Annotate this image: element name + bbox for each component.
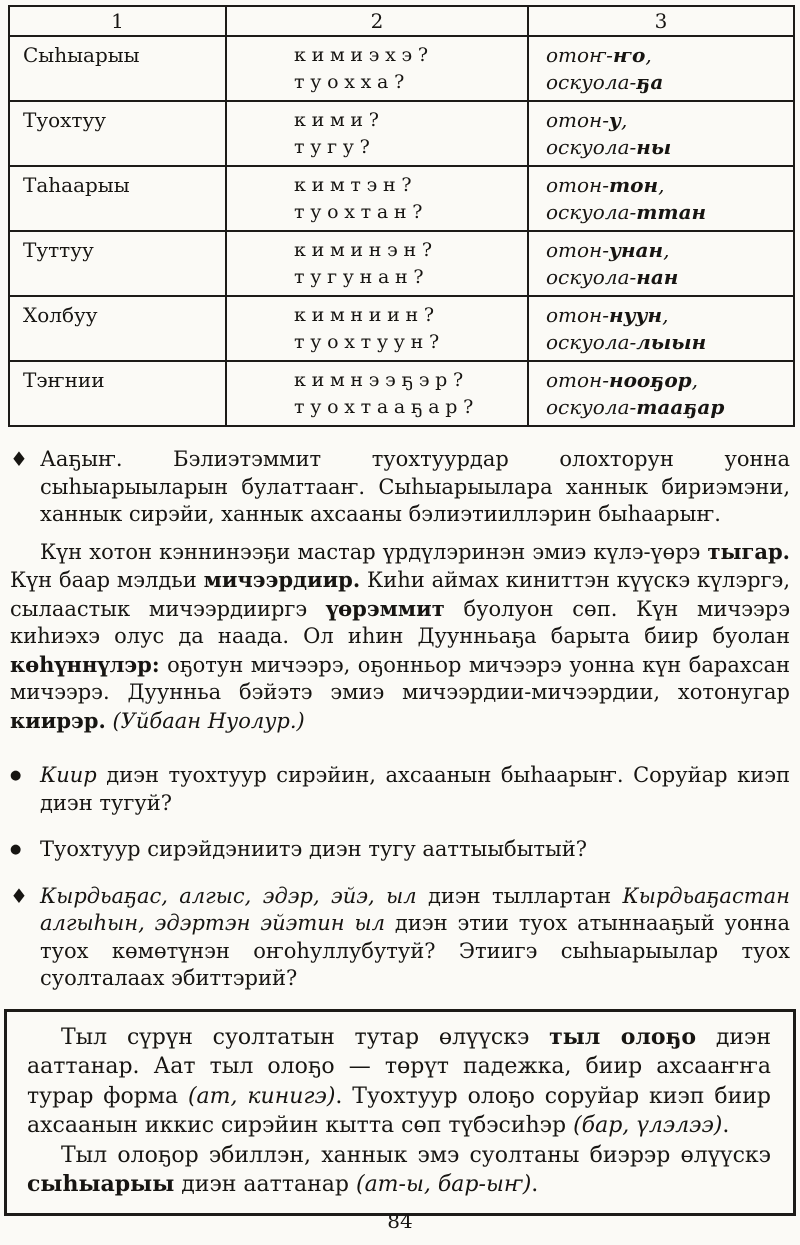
table-row [9,166,794,231]
question-line: кимтэн? [294,174,418,196]
case-name-cell: Туттуу [9,231,226,296]
example-line: отон-у, [546,108,628,132]
table-header-col2: 2 [226,6,528,36]
question-line: киминэн? [294,239,438,261]
question-line: туохха? [294,71,410,93]
exercise-text: Ааҕыҥ. Бэлиэтэммит туохтуурдар олохторун уонна сыһыарыыларын булаттааҥ. Сыһыарыылара ханнык бириэмэни, ханнык сирэйи, ханнык ахсааны бэлиэтииллэрин быһаарыҥ. [40,447,790,526]
exercise-item [10,836,790,864]
exercise-text: Киир диэн туохтуур сирэйин, ахсаанын быһаарыҥ. Соруйар киэп диэн тугуй? [40,763,790,815]
example-line: оскуола-нан [546,265,679,289]
exercise-item [10,446,790,529]
question-line: кимиэхэ? [294,44,434,66]
table-row [9,231,794,296]
example-line: отон-нооҕор, [546,368,699,392]
case-name-cell: Сыһыарыы [9,36,226,101]
example-line: отон-нуун, [546,303,669,327]
table-row [9,296,794,361]
reading-passage: Күн хотон кэннинээҕи мастар үрдүлэринэн эмиэ күлэ-үөрэ тыгар. Күн баар мэлдьи мичээрдиир. Киһи аймах киниттэн күүскэ күлэргэ, сылаастык мичээрдииргэ үөрэммит буолуон сөп. Күн мичээрэ киһиэхэ олус да наада. Ол иһин Дуунньаҕа барыта биир буолан көһүннүлэр: оҕотун мичээрэ, оҕонньор мичээрэ уонна күн барахсан мичээрэ. Дуунньа бэйэтэ эмиэ мичээрдии-мичээрдии, хотонугар киирэр. (Уйбаан Нуолур.) [10,538,791,733]
example-line: оскуола-лыын [546,330,707,354]
case-name-cell: Холбуу [9,296,226,361]
dot-bullet-icon: ● [10,768,22,783]
exercise-item [10,883,790,993]
dot-bullet-icon: ● [10,842,22,857]
question-words-cell [226,166,528,231]
example-line: оскуола-тааҕар [546,395,725,419]
case-name-cell: Тэҥнии [9,361,226,426]
example-line: отон-тон, [546,173,665,197]
rule-paragraph: Тыл олоҕор эбиллэн, ханнык эмэ суолтаны биэрэр өлүүскэ сыһыарыы диэн ааттанар (ат-ы, бар-ыҥ). [27,1142,771,1197]
case-name-cell: Туохтуу [9,101,226,166]
table-row [9,101,794,166]
table-header-col1: 1 [9,6,226,36]
example-words-cell [528,101,794,166]
question-words-cell [226,231,528,296]
question-words-cell [226,36,528,101]
table-header-col3: 3 [528,6,794,36]
example-words-cell [528,231,794,296]
table-row [9,36,794,101]
case-name-cell: Таһаарыы [9,166,226,231]
case-suffix-table [8,5,795,427]
question-line: кими? [294,109,385,131]
rule-paragraph: Тыл сүрүн суолтатын тутар өлүүскэ тыл олоҕо диэн ааттанар. Аат тыл олоҕо — төрүт падежка, биир ахсааҥҥа турар форма (ат, кинигэ). Туохтуур олоҕо соруйар киэп биир ахсаанын иккис сирэйин кытта сөп түбэсиһэр (бар, үлэлээ). [27,1023,772,1138]
page-number: 84 [387,1209,413,1233]
example-words-cell [528,361,794,426]
table-header-row [9,6,794,36]
example-words-cell [528,166,794,231]
example-line: оскуола-ттан [546,200,707,224]
question-line: туохтуун? [294,331,445,353]
question-words-cell [226,361,528,426]
diamond-bullet-icon: ♦ [10,883,28,908]
question-line: туохтааҕар? [294,396,480,418]
table-row [9,361,794,426]
question-line: тугунан? [294,266,430,288]
example-line: оскуола-ҕа [546,70,664,94]
example-words-cell [528,296,794,361]
question-line: тугу? [294,136,376,158]
question-line: кимнээҕэр? [294,369,469,391]
example-line: оскуола-ны [546,135,672,159]
question-line: туохтан? [294,201,429,223]
exercise-text: Кырдьаҕас, алгыс, эдэр, эйэ, ыл диэн тыллартан Кырдьаҕастан алгыһын, эдэртэн эйэтин ыл диэн этии туох атыннааҕый уонна туох көмөтүнэн оҥоһуллубутуй? Этиигэ сыһыарыылар туох суолталаах эбиттэрий? [40,883,791,990]
question-words-cell [226,296,528,361]
exercise-item [10,762,790,817]
grammar-rule-box [4,1009,796,1216]
question-line: кимниин? [294,304,440,326]
question-words-cell [226,101,528,166]
example-words-cell [528,36,794,101]
diamond-bullet-icon: ♦ [10,447,28,471]
example-line: отоҥ-ҥо, [546,43,652,67]
example-line: отон-унан, [546,238,670,262]
exercise-text: Туохтуур сирэйдэниитэ диэн тугу ааттыыбытый? [40,837,588,861]
